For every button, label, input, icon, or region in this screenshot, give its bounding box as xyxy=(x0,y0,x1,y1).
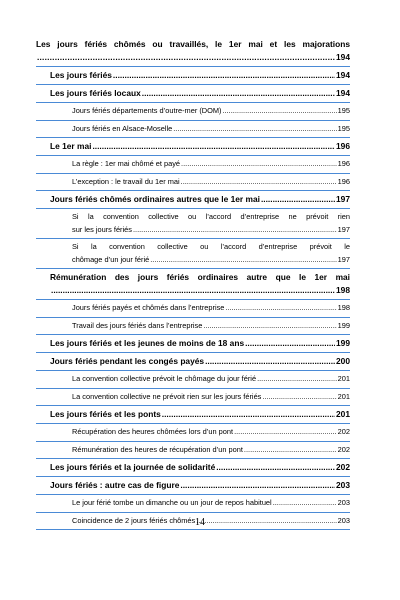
toc-entry[interactable] xyxy=(36,38,350,67)
dot-leader xyxy=(261,193,335,206)
toc-entry[interactable] xyxy=(36,174,350,192)
toc-entry-title: Rémunération des jours fériés ordinaires autre que le 1er mai xyxy=(50,272,350,282)
toc-entry-page: 199 xyxy=(337,320,350,330)
toc-entry[interactable] xyxy=(36,239,350,269)
table-of-contents xyxy=(36,38,350,530)
toc-entry-page: 200 xyxy=(336,356,350,366)
toc-entry-title: Coincidence de 2 jours fériés chômés xyxy=(72,515,196,525)
toc-entry[interactable] xyxy=(36,442,350,460)
toc-entry-title: Si la convention collective ou l’accord d’entreprise ne prévoit rien xyxy=(72,212,350,221)
dot-leader xyxy=(181,176,337,189)
dot-leader xyxy=(245,337,335,350)
toc-entry[interactable] xyxy=(36,191,350,209)
dot-leader xyxy=(205,355,335,368)
toc-entry-page: 196 xyxy=(337,159,350,168)
toc-entry-title: Jours fériés en Alsace-Moselle xyxy=(72,123,173,133)
toc-entry[interactable] xyxy=(36,103,350,121)
toc-entry-page: 203 xyxy=(337,515,350,525)
toc-entry-title: Jours fériés départements d’outre-mer (DOM) xyxy=(72,106,222,115)
toc-entry-page: 199 xyxy=(336,338,350,348)
toc-entry-page: 201 xyxy=(337,391,350,401)
toc-entry-title: Les jours fériés xyxy=(50,70,112,80)
toc-entry-title: Jours fériés chômés ordinaires autres que le 1er mai xyxy=(50,194,260,204)
toc-entry-title: Jours fériés pendant les congés payés xyxy=(50,356,205,366)
toc-entry-page: 195 xyxy=(337,106,350,115)
toc-entry[interactable] xyxy=(36,495,350,513)
toc-entry[interactable] xyxy=(36,85,350,103)
toc-entry-page: 202 xyxy=(336,462,350,472)
dot-leader xyxy=(257,373,337,386)
dot-leader xyxy=(216,461,335,474)
dot-leader xyxy=(244,444,337,457)
toc-entry-page: 201 xyxy=(337,374,350,383)
toc-entry-title: Le jour férié tombe un dimanche ou un jour de repos habituel xyxy=(72,498,272,507)
dot-leader xyxy=(162,408,335,421)
toc-entry[interactable] xyxy=(36,121,350,139)
toc-entry-page: 194 xyxy=(336,52,350,62)
toc-entry-page: 196 xyxy=(336,141,350,151)
toc-entry[interactable] xyxy=(36,371,350,389)
toc-entry-title: La convention collective ne prévoit rien sur les jours fériés xyxy=(72,391,262,401)
toc-entry-title: Travail des jours fériés dans l’entreprise xyxy=(72,320,203,330)
toc-entry-page: 194 xyxy=(336,88,350,98)
dot-leader xyxy=(225,302,336,315)
toc-entry[interactable] xyxy=(36,406,350,424)
dot-leader xyxy=(180,479,335,492)
toc-entry-title: Les jours fériés et les ponts xyxy=(50,409,161,419)
toc-entry[interactable] xyxy=(36,459,350,477)
toc-entry-title: Récupération des heures chômées lors d’un pont xyxy=(72,427,234,436)
toc-entry-page: 198 xyxy=(337,303,350,312)
toc-entry-title: La règle : 1er mai chômé et payé xyxy=(72,159,181,168)
dot-leader xyxy=(142,87,335,100)
toc-entry-page: 197 xyxy=(337,224,350,234)
toc-entry-title: Si la convention collective ou l’accord d’entreprise prévoit le xyxy=(72,242,350,251)
toc-entry[interactable] xyxy=(36,300,350,318)
toc-entry-page: 203 xyxy=(336,480,350,490)
dot-leader xyxy=(37,51,335,64)
toc-entry-title: Les jours fériés et les jeunes de moins de 18 ans xyxy=(50,338,245,348)
toc-entry[interactable] xyxy=(36,209,350,239)
toc-entry-page: 196 xyxy=(337,176,350,186)
toc-entry[interactable] xyxy=(36,138,350,156)
toc-entry-title: Rémunération des heures de récupération d’un pont xyxy=(72,444,243,454)
toc-entry-title-cont: sur les jours fériés xyxy=(72,224,132,234)
dot-leader xyxy=(273,497,337,510)
toc-entry-page: 201 xyxy=(336,409,350,419)
dot-leader xyxy=(234,426,337,439)
toc-entry-page: 203 xyxy=(337,498,350,507)
toc-entry[interactable] xyxy=(36,477,350,495)
dot-leader xyxy=(203,320,336,333)
toc-entry[interactable] xyxy=(36,353,350,371)
toc-entry-title: Les jours fériés locaux xyxy=(50,88,141,98)
page-number: 14 xyxy=(195,517,205,528)
toc-entry-title-cont: chômage d’un jour férié xyxy=(72,254,150,264)
toc-entry[interactable] xyxy=(36,389,350,407)
dot-leader xyxy=(173,123,336,136)
toc-entry-page: 202 xyxy=(337,444,350,454)
toc-entry-page: 197 xyxy=(337,254,350,264)
toc-entry[interactable] xyxy=(36,335,350,353)
dot-leader xyxy=(150,254,336,267)
toc-entry-title: La convention collective prévoit le chômage du jour férié xyxy=(72,374,257,383)
dot-leader xyxy=(181,158,337,171)
toc-entry-page: 197 xyxy=(336,194,350,204)
dot-leader xyxy=(113,69,335,82)
dot-leader xyxy=(133,224,337,237)
toc-entry-page: 194 xyxy=(336,70,350,80)
toc-entry[interactable] xyxy=(36,424,350,442)
dot-leader xyxy=(262,391,336,404)
toc-entry-title: Le 1er mai xyxy=(50,141,92,151)
toc-entry[interactable] xyxy=(36,269,350,300)
toc-entry-page: 202 xyxy=(337,427,350,436)
dot-leader xyxy=(92,140,335,153)
dot-leader xyxy=(223,105,337,118)
dot-leader xyxy=(51,284,335,297)
toc-entry-title: Les jours fériés et la journée de solidarité xyxy=(50,462,216,472)
toc-entry[interactable] xyxy=(36,156,350,174)
toc-entry[interactable] xyxy=(36,318,350,336)
toc-entry-page: 198 xyxy=(336,285,350,295)
toc-entry-title: Jours fériés payés et chômés dans l’entreprise xyxy=(72,303,225,312)
toc-entry-title: Les jours fériés chômés ou travaillés, le 1er mai et les majorations xyxy=(36,39,350,49)
toc-entry[interactable] xyxy=(36,67,350,85)
toc-entry-title: Jours fériés : autre cas de figure xyxy=(50,480,180,490)
toc-entry-page: 195 xyxy=(337,123,350,133)
toc-entry-title: L’exception : le travail du 1er mai xyxy=(72,176,180,186)
